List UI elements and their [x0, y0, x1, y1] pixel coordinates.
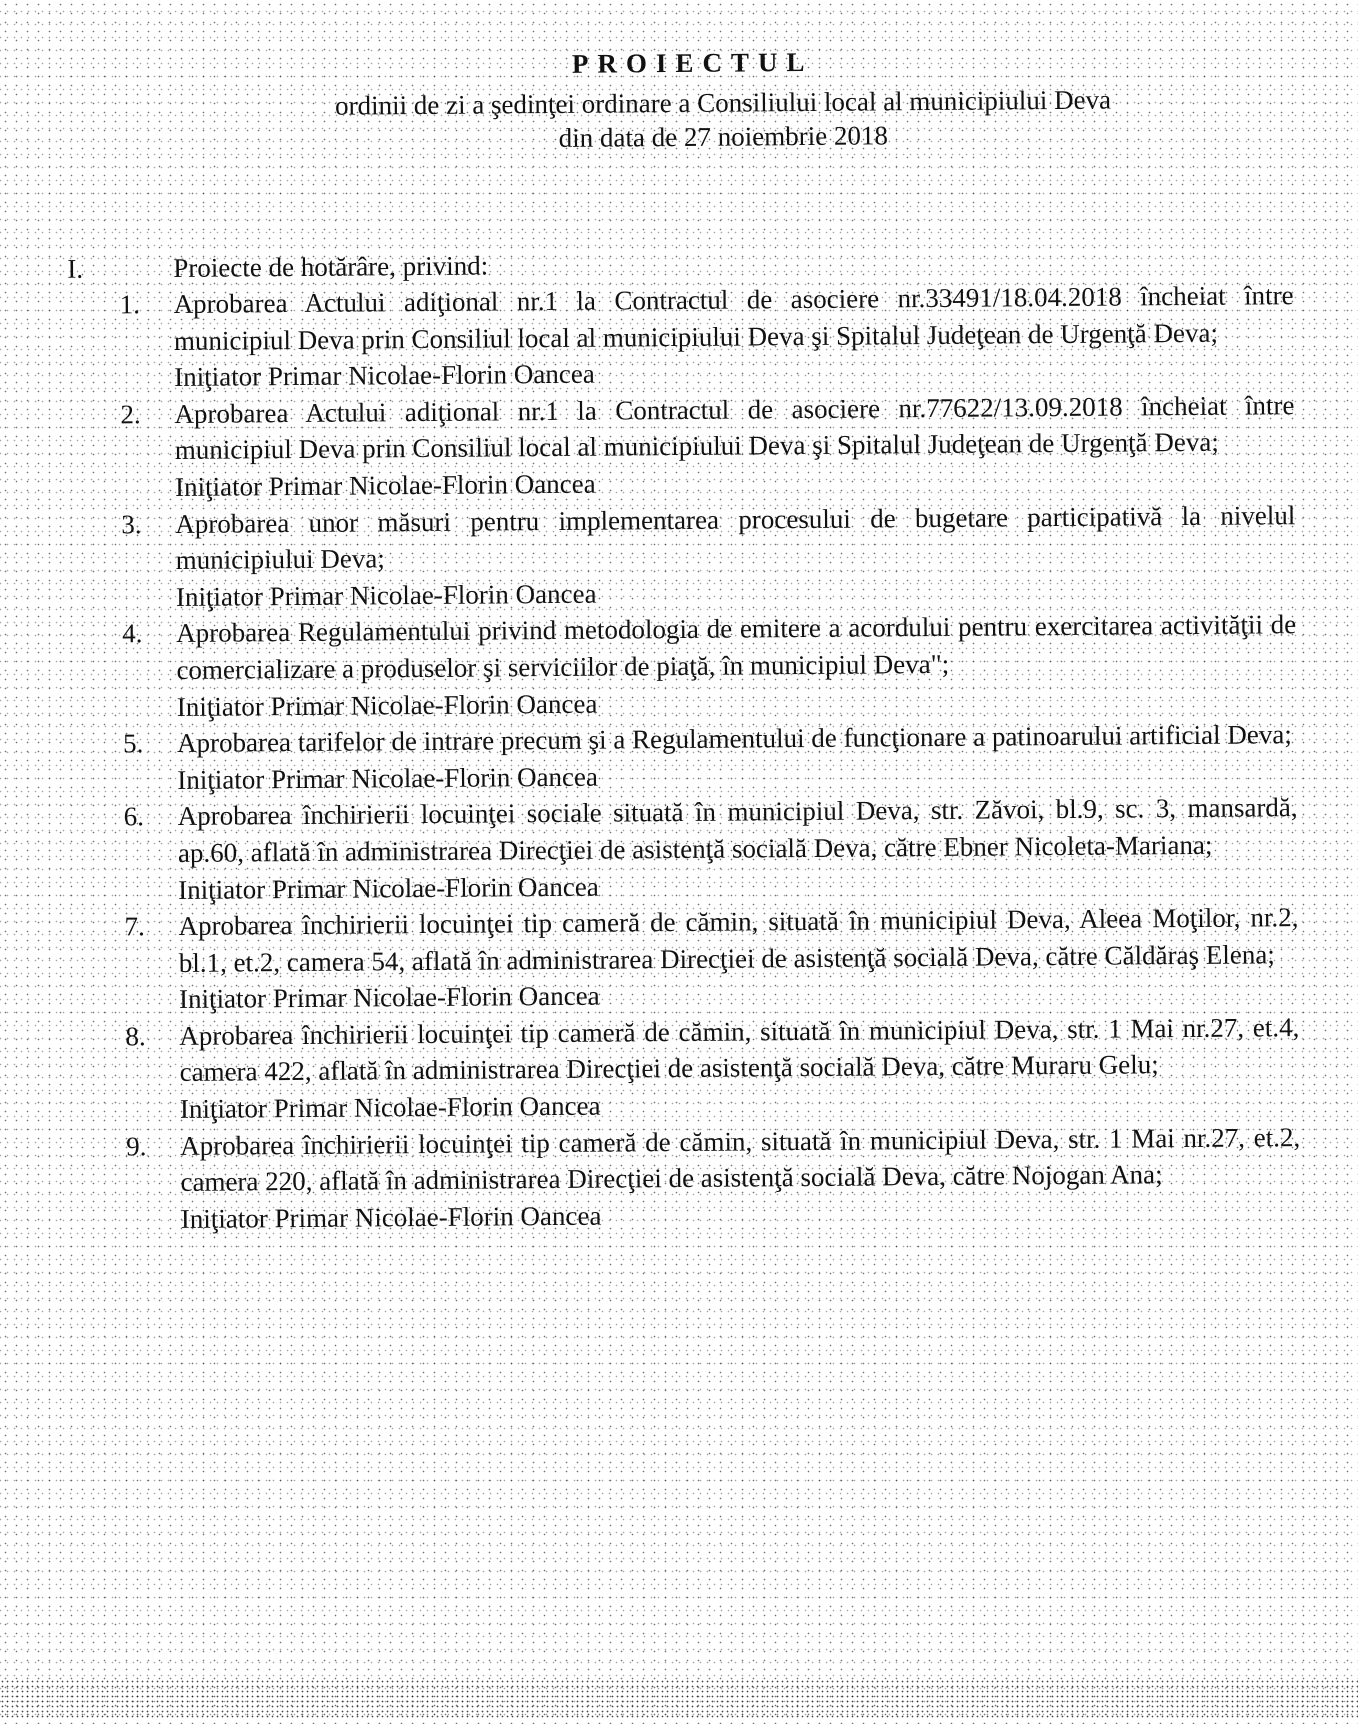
- item-initiator: Iniţiator Primar Nicolae-Florin Oancea: [174, 468, 596, 502]
- item-number: 6.: [123, 801, 145, 832]
- item-number: 2.: [120, 399, 141, 430]
- item-text: Aprobarea închirierii locuinţei tip cameră de cămin, situată în municipiul Deva, Aleea Moţilor, nr.2, bl.1, et.2, camera 54, aflată în administrarea Direcţiei de asistenţă socială Deva, către Căldăraş Elena;: [178, 902, 1299, 978]
- item-number: 4.: [122, 618, 143, 649]
- agenda-item: [74, 1119, 1315, 1239]
- item-initiator: Iniţiator Primar Nicolae-Florin Oancea: [177, 761, 599, 795]
- item-number: 3.: [121, 508, 142, 539]
- item-initiator: Iniţiator Primar Nicolae-Florin Oancea: [180, 1200, 602, 1234]
- meeting-date: din data de 27 noiembrie 2018: [558, 120, 889, 153]
- agenda-item: [73, 1009, 1314, 1129]
- agenda-item: [70, 606, 1311, 726]
- item-text: Aprobarea Actului adiţional nr.1 la Contractul de asociere nr.77622/13.09.2018 încheiat între municipiul Deva prin Consiliul local al municipiului Deva şi Spitalul Judeţean de Urgenţă Deva;: [174, 389, 1295, 466]
- item-text: Aprobarea unor măsuri pentru implementarea procesului de bugetare participativă la nivelul municipiului Deva;: [175, 499, 1296, 576]
- item-initiator: Iniţiator Primar Nicolae-Florin Oancea: [176, 688, 598, 722]
- item-number: 1.: [119, 289, 140, 320]
- document-subtitle: ordinii de zi a şedinţei ordinare a Consiliului local al municipiului Deva: [334, 84, 1112, 121]
- item-number: 7.: [124, 911, 145, 942]
- section-number: I.: [67, 253, 84, 284]
- agenda-item: [72, 899, 1313, 1019]
- agenda-item: [67, 277, 1308, 397]
- item-number: 9.: [126, 1130, 147, 1162]
- agenda-item: [68, 387, 1309, 507]
- item-text: Aprobarea închirierii locuinţei tip cameră de cămin, situată în municipiul Deva, str. 1 Mai nr.27, et.2, camera 220, aflată în administrarea Direcţiei de asistenţă socială Deva, către Nojogan Ana;: [180, 1121, 1301, 1198]
- item-initiator: Iniţiator Primar Nicolae-Florin Oancea: [178, 871, 599, 905]
- item-text: Aprobarea tarifelor de intrare precum şi a Regulamentului de funcţionare a patinoarului artificial Deva;: [176, 719, 1292, 759]
- section-title: Proiecte de hotărâre, privind:: [173, 250, 489, 283]
- item-initiator: Iniţiator Primar Nicolae-Florin Oancea: [179, 1090, 601, 1124]
- agenda-item: [71, 716, 1312, 799]
- item-text: Aprobarea Regulamentului privind metodologia de emitere a acordului pentru exercitarea activităţii de comercializare a produselor şi serviciilor de piaţă, în municipiul Deva";: [176, 609, 1297, 685]
- item-number: 8.: [125, 1021, 146, 1052]
- item-initiator: Iniţiator Primar Nicolae-Florin Oancea: [174, 358, 595, 393]
- item-text: Aprobarea Actului adiţional nr.1 la Contractul de asociere nr.33491/18.04.2018 încheiat între municipiul Deva prin Consiliul local al municipiului Deva şi Spitalul Judeţean de Urgenţă Deva;: [173, 280, 1294, 356]
- item-number: 5.: [122, 728, 144, 759]
- agenda-item: [69, 497, 1310, 617]
- item-initiator: Iniţiator Primar Nicolae-Florin Oancea: [175, 578, 597, 612]
- agenda-section: [67, 241, 1315, 1238]
- document-title: PROIECTUL: [571, 46, 814, 79]
- item-text: Aprobarea închirierii locuinţei sociale situată în municipiul Deva, str. Zăvoi, bl.9, sc. 3, mansardă, ap.60, aflată în administrarea Direcţiei de asistenţă socială Deva, către Ebner Nicoleta-Mariana;: [177, 792, 1298, 868]
- item-initiator: Iniţiator Primar Nicolae-Florin Oancea: [178, 980, 600, 1015]
- item-text: Aprobarea închirierii locuinţei tip cameră de cămin, situată în municipiul Deva, str. 1 Mai nr.27, et.4, camera 422, aflată în administrarea Direcţiei de asistenţă socială Deva, către Muraru Gelu;: [179, 1012, 1300, 1088]
- agenda-item: [72, 789, 1313, 909]
